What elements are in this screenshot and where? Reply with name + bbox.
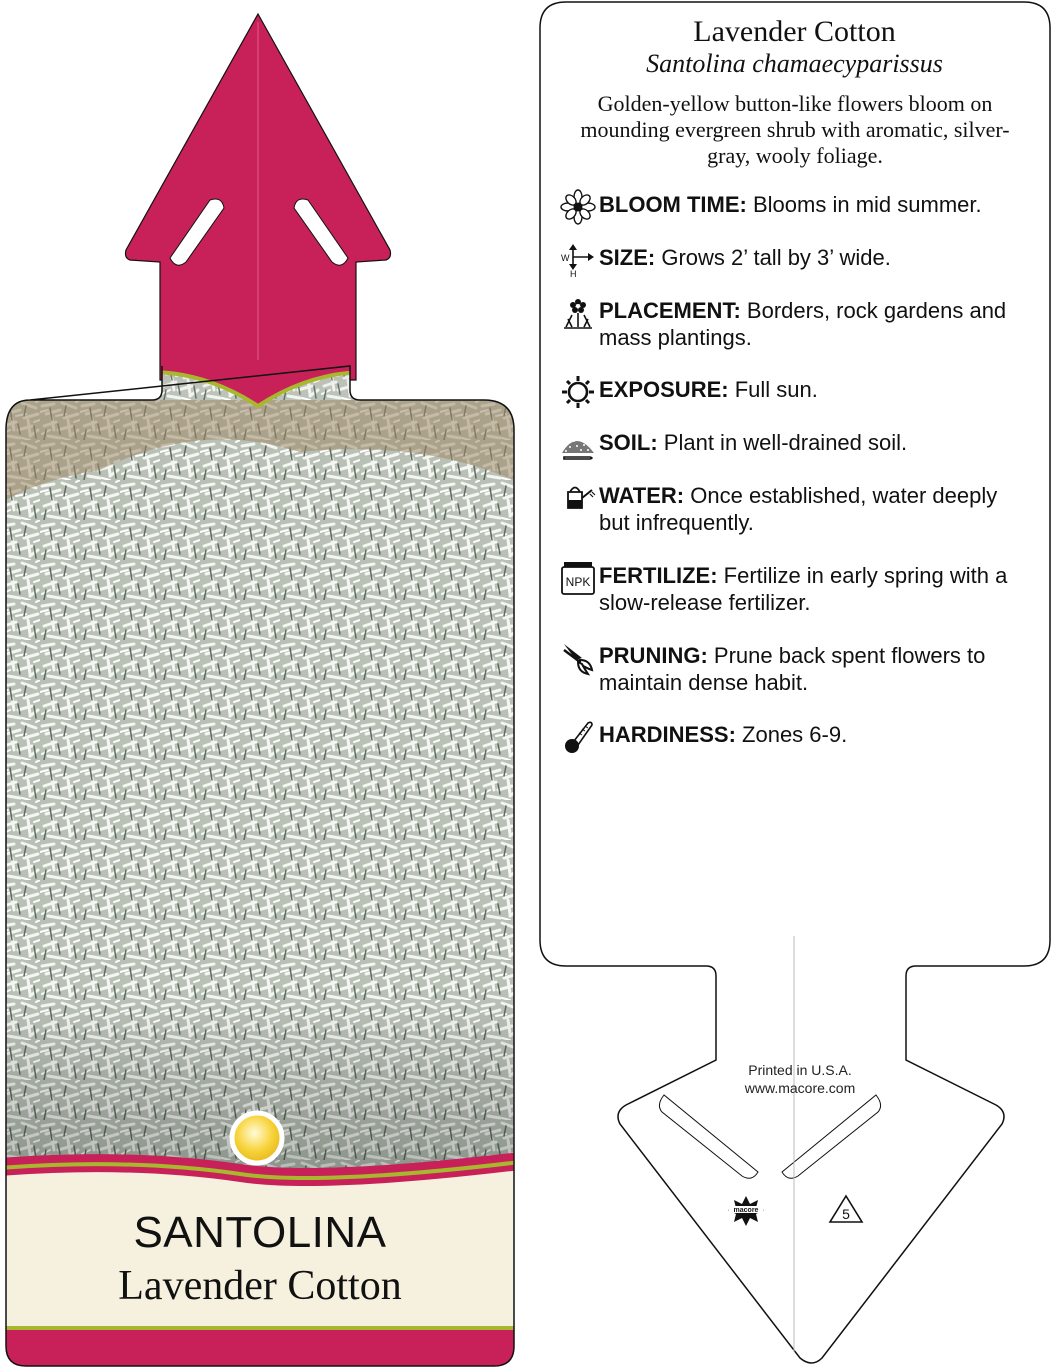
svg-text:H: H xyxy=(570,269,577,278)
plant-name: SANTOLINA xyxy=(133,1208,387,1257)
sun-icon xyxy=(560,374,596,410)
description: Golden-yellow button-like flowers bloom on mounding evergreen shrub with aromatic, silver-gray, wooly foliage. xyxy=(580,91,1010,168)
attr-soil: SOIL: Plant in well-drained soil. xyxy=(560,429,1030,463)
attr-water: WATER: Once established, water deeply but infrequently. xyxy=(560,482,1030,536)
soil-pile-icon xyxy=(560,427,596,463)
svg-text:W: W xyxy=(561,253,570,263)
attr-fertilize: NPK FERTILIZE: Fertilize in early spring with a slow-release fertilizer. xyxy=(560,562,1030,616)
placement-plants-icon xyxy=(560,295,596,331)
back-common-name: Lavender Cotton xyxy=(693,15,896,48)
attr-placement: PLACEMENT: Borders, rock gardens and mass plantings. xyxy=(560,297,1030,351)
printed-country: Printed in U.S.A. xyxy=(748,1062,852,1078)
printed-url: www.macore.com xyxy=(744,1080,856,1096)
attr-hardiness: HARDINESS: Zones 6-9. xyxy=(560,721,1030,755)
printed-info xyxy=(700,1061,900,1097)
thermometer-icon xyxy=(560,719,596,755)
svg-text:5: 5 xyxy=(842,1206,850,1222)
attr-exposure: EXPOSURE: Full sun. xyxy=(560,376,1030,410)
attr-size: W H SIZE: Grows 2’ tall by 3’ wide. xyxy=(560,244,1030,278)
attr-pruning: PRUNING: Prune back spent flowers to maintain dense habit. xyxy=(560,642,1030,696)
attr-bloom-time: BLOOM TIME: Blooms in mid summer. xyxy=(560,191,1030,225)
svg-text:macore: macore xyxy=(733,1207,759,1214)
botanical-name: Santolina chamaecyparissus xyxy=(646,49,943,78)
watering-can-icon xyxy=(560,480,596,516)
npk-fertilizer-icon xyxy=(560,560,596,596)
plant-common-name: Lavender Cotton xyxy=(118,1263,402,1309)
size-arrows-icon xyxy=(560,242,596,278)
svg-text:NPK: NPK xyxy=(565,575,591,589)
full-sun-icon xyxy=(232,1113,282,1163)
flower-icon xyxy=(560,189,596,225)
front-tag xyxy=(0,0,520,1369)
pruning-shears-icon xyxy=(560,640,596,676)
